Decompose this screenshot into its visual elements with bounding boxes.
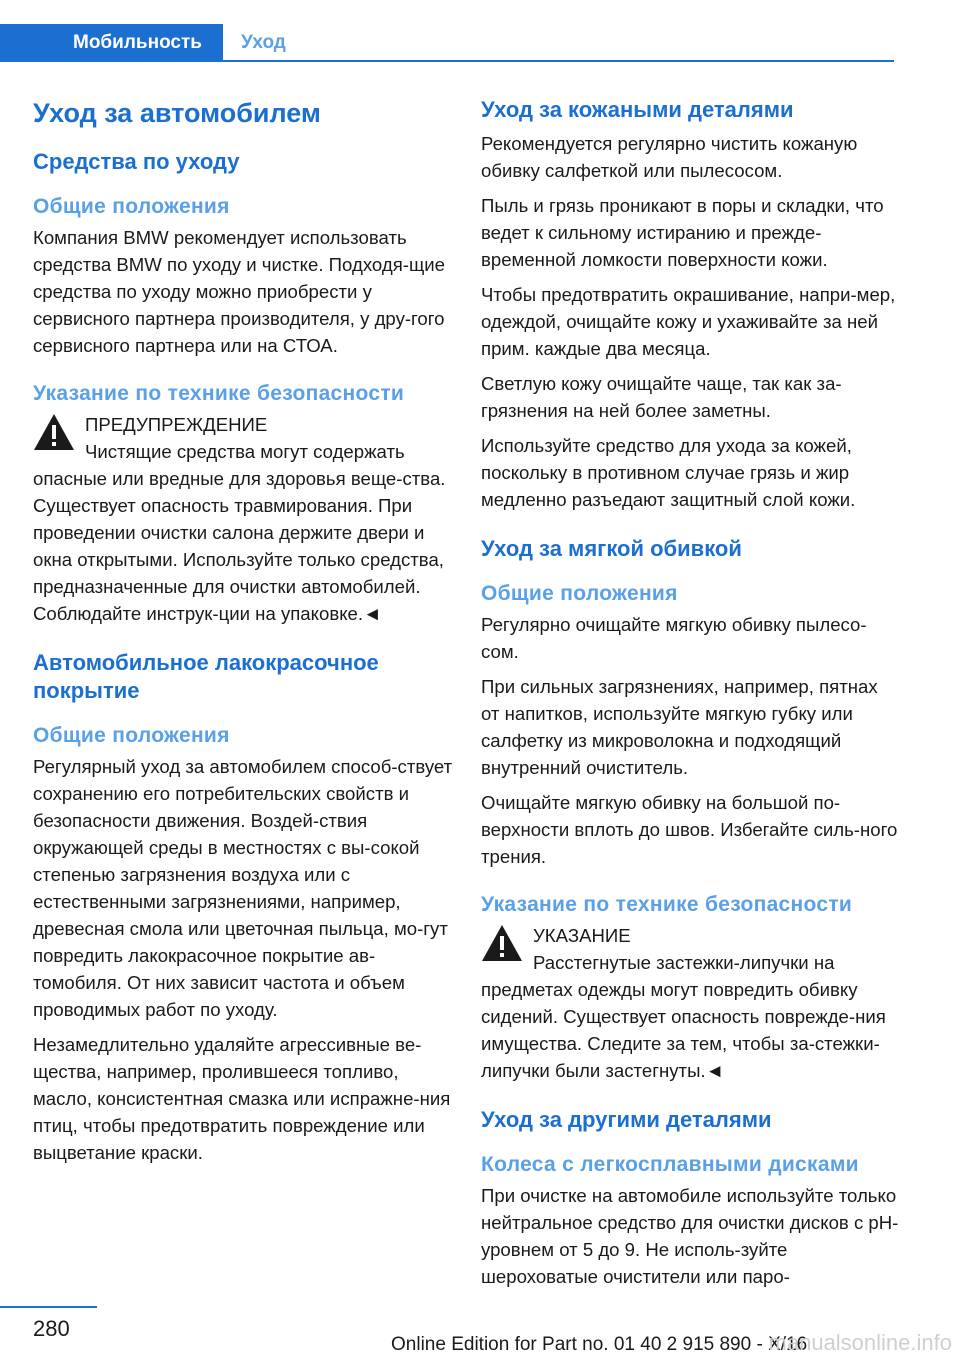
notice-block bbox=[481, 922, 901, 1084]
paragraph-leather-5: Используйте средство для ухода за кожей, поскольку в противном случае грязь и жир медленно разъедают защитный слой кожи. bbox=[481, 435, 856, 510]
left-column bbox=[33, 96, 453, 1174]
paragraph-upholstery-3: Очищайте мягкую обивку на большой по-верхности вплоть до швов. Избегайте силь-ного трения. bbox=[481, 792, 898, 867]
paragraph-leather-1: Рекомендуется регулярно чистить кожаную обивку салфеткой или пылесосом. bbox=[481, 133, 858, 181]
edition-note: Online Edition for Part no. 01 40 2 915 890 - X/16 bbox=[391, 1334, 808, 1355]
warning-triangle-icon bbox=[481, 924, 523, 962]
warning-block bbox=[33, 411, 453, 627]
page-title: Уход за автомобилем bbox=[33, 98, 321, 128]
warning-triangle-icon bbox=[33, 413, 75, 451]
footer-rule bbox=[0, 1306, 97, 1308]
section-upholstery: Уход за мягкой обивкой bbox=[481, 536, 742, 561]
subsection-alloy-wheels: Колеса с легкосплавными дисками bbox=[481, 1153, 859, 1176]
paragraph-paint-1: Регулярный уход за автомобилем способ-ствует сохранению его потребительских свойств и безопасности движения. Воздей-ствия окружающей среды в местностях с вы-сокой степенью загрязнения воздуха или с естественными загрязнениями, например, древесная смола или цветочная пыльца, мо-гут повредить лакокрасочное покрытие ав-томобиля. От них зависит частота и объем проводимых работ по уходу. bbox=[33, 756, 453, 1020]
header-tab-mobility[interactable]: Мобильность bbox=[0, 24, 223, 62]
page-number: 280 bbox=[33, 1316, 70, 1341]
warning-text: опасные или вредные для здоровья веще-ства. Существует опасность травмирования. При проведении очистки салона держите двери и окна открытыми. Используйте только средства, предназначенные для очистки автомобилей. Соблюдайте инструк-ции на упаковке.◄ bbox=[33, 468, 446, 624]
paragraph-general: Компания BMW рекомендует использовать средства BMW по уходу и чистке. Подходя-щие средства по уходу можно приобрести у сервисного партнера производителя, у дру-гого сервисного партнера или на СТОА. bbox=[33, 227, 445, 356]
paragraph-leather-4: Светлую кожу очищайте чаще, так как за-грязнения на ней более заметны. bbox=[481, 373, 842, 421]
section-care-products: Средства по уходу bbox=[33, 149, 240, 174]
warning-first-line: Чистящие средства могут содержать bbox=[85, 441, 405, 462]
notice-heading: УКАЗАНИЕ bbox=[533, 925, 631, 946]
section-other-parts: Уход за другими деталями bbox=[481, 1107, 772, 1132]
subsection-general: Общие положения bbox=[481, 582, 678, 605]
paragraph-wheels: При очистке на автомобиле используйте только нейтральное средство для очистки дисков с pH-уровнем от 5 до 9. Не исполь-зуйте шероховатые очистители или паро- bbox=[481, 1185, 899, 1287]
section-leather: Уход за кожаными деталями bbox=[481, 97, 794, 122]
section-paint: Автомобильное лакокрасочное покрытие bbox=[33, 650, 379, 703]
paragraph-upholstery-2: При сильных загрязнениях, например, пятнах от напитков, используйте мягкую губку или салфетку из микроволокна и подходящий внутренний очиститель. bbox=[481, 676, 878, 778]
right-column bbox=[481, 96, 901, 1298]
paragraph-leather-2: Пыль и грязь проникают в поры и складки, что ведет к сильному истиранию и прежде-временной ломкости поверхности кожи. bbox=[481, 195, 884, 270]
subsection-general: Общие положения bbox=[33, 724, 230, 747]
watermark: manualsonline.info bbox=[768, 1330, 952, 1355]
page-header bbox=[0, 24, 894, 62]
notice-first-line: Расстегнутые застежки-липучки на bbox=[533, 952, 835, 973]
subsection-safety: Указание по технике безопасности bbox=[481, 893, 853, 916]
notice-text: предметах одежды могут повредить обивку сидений. Существует опасность поврежде-ния имущества. Следите за тем, чтобы за-стежки-липучки были застегнуты.◄ bbox=[481, 979, 886, 1081]
subsection-general: Общие положения bbox=[33, 195, 230, 218]
paragraph-paint-2: Незамедлительно удаляйте агрессивные ве-щества, например, пролившееся топливо, масло, консистентная смазка или испражне-ния птиц, чтобы предотвратить повреждение или выцветание краски. bbox=[33, 1034, 451, 1163]
paragraph-leather-3: Чтобы предотвратить окрашивание, напри-мер, одеждой, очищайте кожу и ухаживайте за ней прим. каждые два месяца. bbox=[481, 284, 896, 359]
paragraph-upholstery-1: Регулярно очищайте мягкую обивку пылесо-сом. bbox=[481, 614, 867, 662]
header-tab-care[interactable]: Уход bbox=[241, 32, 286, 53]
subsection-safety: Указание по технике безопасности bbox=[33, 382, 405, 405]
warning-heading: ПРЕДУПРЕЖДЕНИЕ bbox=[85, 414, 268, 435]
